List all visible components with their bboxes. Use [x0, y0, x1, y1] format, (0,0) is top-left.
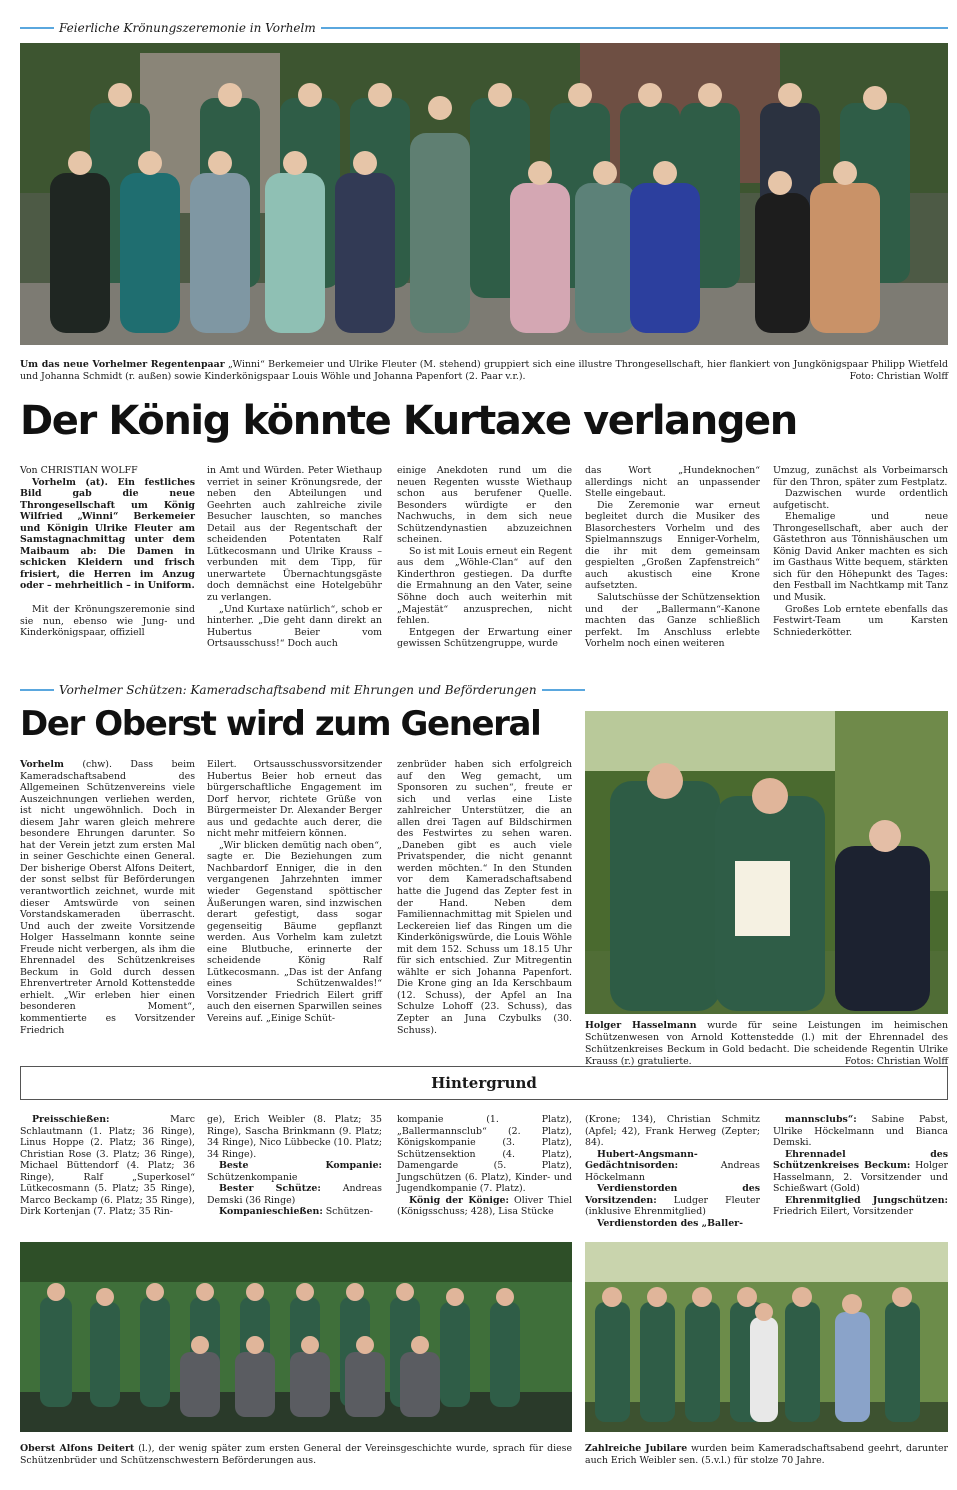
hintergrund-column-5 — [773, 1114, 948, 1218]
hintergrund-column-3 — [397, 1114, 572, 1218]
paragraph: in Amt und Würden. Peter Wiethaup verriet in seiner Krönungsrede, der neben den Abteilungen und Geehrten auch zahlreiche zivile Besucher lauschten, so manches Detail aus der Regentschaft der scheidenden Potentaten Ralf Lütkecosmann und Ulrike Krauss – verbunden mit dem Tipp, für unerwartete Übernachtungsgäste doch demnächst eine Hotelgebühr zu verlangen. — [207, 465, 382, 604]
kicker-text: Feierliche Krönungszeremonie in Vorhelm — [59, 21, 316, 35]
deitert-photo-caption — [20, 1443, 572, 1467]
entry-text: Friedrich Eilert, Vorsitzender — [773, 1206, 914, 1218]
hintergrund-entry — [207, 1183, 382, 1206]
hintergrund-column-4 — [585, 1114, 760, 1229]
article1-column-5 — [773, 465, 948, 638]
headline-kurtaxe: Der König könnte Kurtaxe verlangen — [20, 398, 797, 444]
kicker-coronation — [20, 20, 948, 36]
paragraph: Salutschüsse der Schützensektion und der „Ballermann“-Kanone machten das Ganze schließlich perfekt. Im Anschluss erlebte Vorhelm noch einen weiteren — [585, 592, 760, 650]
article2-column-1 — [20, 759, 195, 1036]
entry-text: Oliver Thiel (Königsschuss; 428), Lisa Stücke — [397, 1194, 572, 1218]
paragraph: einige Anekdoten rund um die neuen Regenten wusste Wiethaup schon aus berufener Quelle. Besonders würdigte er den Nachwuchs, in dem sich neue Schützendynastien abzuzeichnen scheinen. — [397, 465, 572, 546]
paragraph: So ist mit Louis erneut ein Regent aus dem „Wöhle-Clan“ auf den Kinderthron gestiegen. Da durfte die Ermahnung an den Vater, seine Söhne doch auch weiterhin mit „Majestät“ anzusprechen, nicht fehlen. — [397, 545, 572, 627]
hintergrund-entry — [773, 1149, 948, 1195]
entry-label: Kompanieschießen: — [219, 1206, 323, 1218]
paragraph: Entgegen der Erwartung einer gewissen Schützengruppe, wurde — [397, 626, 572, 650]
entry-label: Verdienstorden des Vorsitzenden: — [585, 1183, 760, 1206]
caption-lead: Oberst Alfons Deitert — [20, 1443, 135, 1454]
paragraph: Die Zeremonie war erneut begleitet durch die Musiker des Blasorchesters Vorhelm und des Spielmannszugs Enniger-Vorhelm, die ihr mit dem gemeinsam gespielten „Großen Zapfenstreich“ auch akustisch eine Krone aufsetzten. — [585, 499, 760, 592]
entry-label: Preisschießen: — [32, 1114, 110, 1125]
entry-text: Ludger Fleuter (inklusive Ehrenmitglied) — [585, 1194, 760, 1218]
paragraph: Eilert. Ortsausschussvorsitzender Hubertus Beier hob erneut das bürgerschaftliche Engagement im Dorf hervor, richtete Grüße von Bürgermeister Dr. Alexander Berger aus und gedachte auch derer, die nicht mehr mitfeiern können. — [207, 759, 382, 840]
hintergrund-entry — [207, 1206, 382, 1218]
coronation-photo-caption — [20, 359, 948, 383]
entry-label: Ehrennadel des Schützenkreises Beckum: — [773, 1148, 948, 1172]
caption-text: wurde für seine Leistungen im heimischen Schützenwesen von Arnold Kottenstedde (l.) mit der Ehrennadel des Schützenkreises Beckum in Gold bedacht. Die scheidende Regentin Ulrike Krauss (r.) gratulierte. — [585, 1020, 948, 1067]
hintergrund-box-title: Hintergrund — [20, 1066, 948, 1100]
coronation-group-photo — [20, 43, 948, 345]
hintergrund-entry — [20, 1114, 195, 1218]
kicker-text: Vorhelmer Schützen: Kameradschaftsabend mit Ehrungen und Beförderungen — [59, 683, 537, 697]
hasselmann-honor-photo — [585, 711, 948, 1014]
entry-text: Andreas Demski (36 Ringe) — [207, 1183, 382, 1206]
article1-column-3 — [397, 465, 572, 650]
headline-general: Der Oberst wird zum General — [20, 704, 541, 744]
hintergrund-column-1 — [20, 1114, 195, 1218]
hintergrund-entry — [773, 1114, 948, 1149]
paragraph: Vorhelm (chw). Dass beim Kameradschaftsabend des Allgemeinen Schützenvereins viele Auszeichnungen verliehen werden, ist nicht ungewöhnlich. Doch in diesem Jahr waren gleich mehrere besondere Ehrungen darunter. So hat der Verein jetzt zum ersten Mal in seiner Geschichte einen General. Der bisherige Oberst Alfons Deitert, der sonst selbst für Beförderungen verantwortlich zeichnet, wurde mit dieser Amtswürde von seinen Vorstandskameraden überrascht. Und auch der zweite Vorsitzende Holger Hasselmann konnte seine Freude nicht verbergen, als ihm die Ehrennadel des Schützenkreises Beckum in Gold durch dessen Ehrenvertreter Arnold Kottenstedde erhielt. „Wir erleben hier einen besonderen Moment“, kommentierte es Vorsitzender Friedrich — [20, 759, 195, 1036]
entry-label: Bester Schütze: — [219, 1183, 321, 1195]
photo-credit: Foto: Christian Wolff — [849, 371, 948, 382]
entry-label: Hubert-Angsmann-Gedächtnisorden: — [585, 1148, 698, 1172]
paragraph: das Wort „Hundeknochen“ allerdings nicht an unpassender Stelle eingebaut. — [585, 465, 760, 500]
caption-lead: Zahlreiche Jubilare — [585, 1443, 688, 1454]
caption-text: (l.), der wenig später zum ersten General der Vereinsgeschichte wurde, sprach für diese Schützenbrüder und Schützenschwestern Beförderungen aus. — [20, 1443, 572, 1466]
paragraph: „Und Kurtaxe natürlich“, schob er hinterher. „Die geht dann direkt an Hubertus Beier vom Ortsausschuss!“ Doch auch — [207, 603, 382, 650]
entry-text: Sabine Pabst, Ulrike Höckelmann und Bianca Demski. — [773, 1114, 948, 1149]
entry-text: Holger Hasselmann, 2. Vorsitzender und Schießwart (Gold) — [773, 1160, 948, 1195]
hintergrund-entry — [773, 1195, 948, 1218]
hintergrund-entry — [207, 1114, 382, 1160]
hintergrund-entry — [397, 1114, 572, 1195]
paragraph: Mit der Krönungszeremonie sind sie nun, ebenso wie Jung- und Kinderkönigspaar, offiziell — [20, 604, 195, 639]
hintergrund-entry — [585, 1183, 760, 1218]
jubilare-photo-caption — [585, 1443, 948, 1467]
paragraph: zenbrüder haben sich erfolgreich auf den Weg gemacht, um Sponsoren zu suchen“, freute er sich und verlas eine Liste zahlreicher Unterstützer, die an allen drei Tagen auf Bildschirmen des Festwirtes zu sehen waren. „Daneben gibt es auch viele Privatspender, die nicht genannt werden möchten.“ In den Stunden vor dem Kameradschaftsabend hatte die Jugend das Zepter fest in der Hand. Neben dem Familiennachmittag mit Spielen und Leckereien lief das Ringen um die Kinderkönigswürde, die Louis Wöhle mit dem 152. Schuss um 18.15 Uhr für sich entschied. Zur Mitregentin wählte er sich Johanna Papenfort. Die Krone ging an Ida Kerschbaum (12. Schuss), der Apfel an Ina Schulze Lohoff (23. Schuss), das Zepter an Juna Czybulks (30. Schuss). — [397, 759, 572, 1036]
article2-column-2 — [207, 759, 382, 1025]
jubilare-photo — [585, 1242, 948, 1432]
paragraph: Ehemalige und neue Throngesellschaft, aber auch der Gästethron aus Tönnishäuschen um König David Anker machten es sich im Gasthaus Witte bequem, stärkten sich für den Höhepunkt des Tages: den Festball im Nachtkamp mit Tanz und Musik. — [773, 511, 948, 604]
kicker-schuetzen — [20, 682, 585, 698]
byline: Von CHRISTIAN WOLFF — [20, 465, 138, 476]
caption-text: wurden beim Kameradschaftsabend geehrt, darunter auch Erich Weibler sen. (5.v.l.) für stolze 70 Jahre. — [585, 1443, 948, 1466]
entry-text: Schützenkompanie — [207, 1171, 298, 1183]
entry-text: Schützen- — [322, 1206, 373, 1218]
hintergrund-entry — [585, 1114, 760, 1149]
entry-text: ge), Erich Weibler (8. Platz; 35 Ringe), Sascha Brinkmann (9. Platz; 34 Ringe), Nico Lübbecke (10. Platz; 34 Ringe). — [207, 1114, 382, 1160]
caption-text: „Winni“ Berkemeier und Ulrike Fleuter (M. stehend) gruppiert sich eine illustre Throngesellschaft, hier flankiert von Jungkönigspaar Philipp Wietfeld und Johanna Schmidt (r. außen) sowie Kinderkönigspaar Louis Wöhle und Johanna Papenfort (2. Paar v.r.). — [20, 359, 948, 382]
article1-column-4 — [585, 465, 760, 650]
caption-lead: Holger Hasselmann — [585, 1020, 697, 1031]
deitert-promotions-photo — [20, 1242, 572, 1432]
entry-text: (Krone; 134), Christian Schmitz (Apfel; 42), Frank Herweg (Zepter; 84). — [585, 1114, 760, 1149]
entry-label: König der Könige: — [409, 1194, 509, 1206]
hintergrund-column-2 — [207, 1114, 382, 1218]
paragraph: Dazwischen wurde ordentlich aufgetischt. — [773, 488, 948, 511]
article1-column-2 — [207, 465, 382, 650]
caption-lead: Um das neue Vorhelmer Regentenpaar — [20, 359, 225, 370]
photo-credit: Fotos: Christian Wolff — [844, 1056, 948, 1067]
entry-text: Marc Schlautmann (1. Platz; 36 Ringe), Linus Hoppe (2. Platz; 36 Ringe), Christian Rose (3. Platz; 36 Ringe), Michael Büttendorf (4. Platz; 36 Ringe), Ralf „Superkosel“ Lütkecosmann (5. Platz; 35 Ringe), Marco Beckamp (6. Platz; 35 Ringe), Dirk Kortenjan (7. Platz; 35 Rin- — [20, 1114, 195, 1218]
entry-text: kompanie (1. Platz), „Ballermannsclub“ (2. Platz), Königskompanie (3. Platz), Schützensektion (4. Platz), Damengarde (5. Platz), Jungschützen (6. Platz), Kinder- und Jugendkompanie (7. Platz). — [397, 1114, 572, 1195]
hintergrund-entry — [207, 1160, 382, 1183]
entry-label: Beste Kompanie: — [219, 1160, 382, 1172]
paragraph: Umzug, zunächst als Vorbeimarsch für den Thron, später zum Festplatz. — [773, 465, 948, 488]
article2-column-3 — [397, 759, 572, 1036]
entry-label: mannsclubs“: — [785, 1114, 857, 1125]
paragraph: Großes Lob erntete ebenfalls das Festwirt-Team um Karsten Schniederkötter. — [773, 603, 948, 638]
entry-label: Verdienstorden des „Baller- — [597, 1217, 743, 1229]
hasselmann-photo-caption — [585, 1020, 948, 1068]
article1-column-1 — [20, 465, 195, 639]
lead-paragraph: Vorhelm (at). Ein festliches Bild gab die neue Throngesellschaft um König Wilfried „Winni“ Berkemeier und Königin Ulrike Fleuter am Samstagnachmittag unter dem Maibaum ab: Die Damen in schicken Kleidern und frisch frisiert, die Herren im Anzug oder – mehrheitlich – in Uniform. — [20, 476, 195, 592]
hintergrund-entry — [397, 1195, 572, 1218]
entry-label: Ehrenmitglied Jungschützen: — [785, 1194, 948, 1206]
entry-text: Andreas Höckelmann — [585, 1160, 760, 1183]
paragraph: „Wir blicken demütig nach oben“, sagte er. Die Beziehungen zum Nachbardorf Enniger, die in den vergangenen Jahrzehnten immer wieder Gegenstand spöttischer Äußerungen waren, sind inzwischen derart gefestigt, dass sogar gegenseitig Bäume gepflanzt werden. Aus Vorhelm kam zuletzt eine Blutbuche, erinnerte der scheidende König Ralf Lütkecosmann. „Das ist der Anfang eines Schützenwaldes!“ Vorsitzender Friedrich Eilert griff auch den eisernen Sparwillen seines Vereins auf. „Einige Schüt- — [207, 839, 382, 1025]
hintergrund-entry — [585, 1149, 760, 1184]
hintergrund-entry — [585, 1218, 760, 1230]
